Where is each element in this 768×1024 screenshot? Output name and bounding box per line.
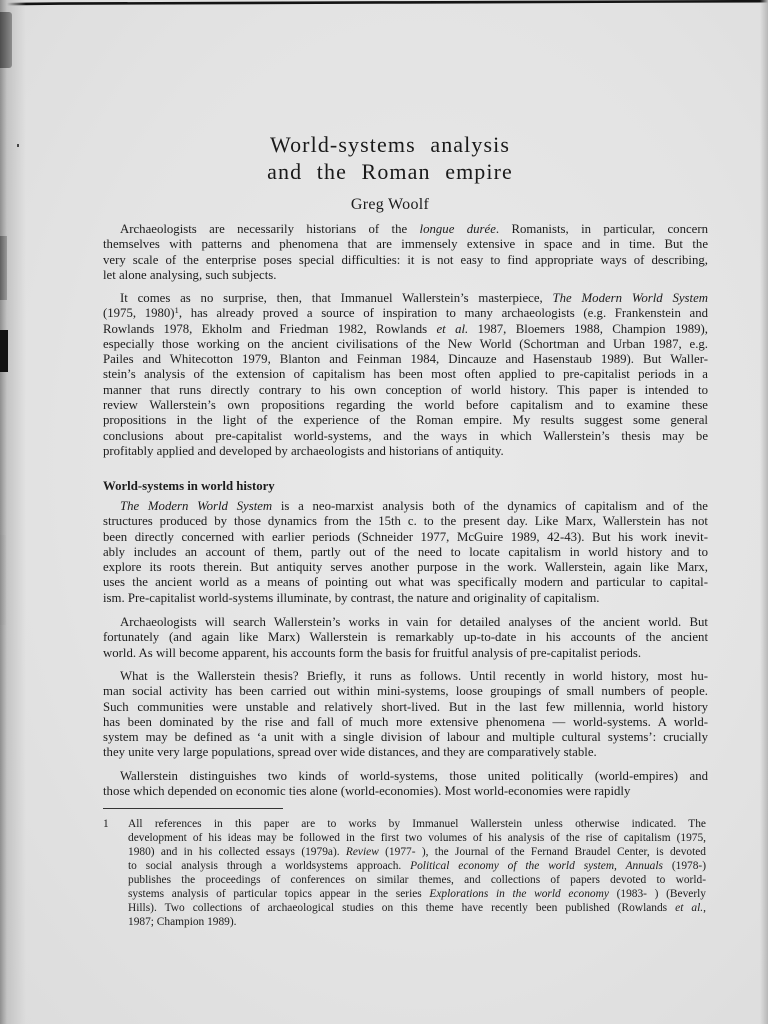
text-line: Such communities were unstable and relatively short-lived. But in the last few millennia, world history bbox=[103, 699, 708, 714]
text-line: Wallerstein distinguishes two kinds of world-systems, those united politically (world-empires) and bbox=[120, 769, 708, 783]
text-line: The Modern World System is a neo-marxist analysis both of the dynamics of capitalism and of the bbox=[120, 499, 708, 513]
paragraph bbox=[103, 615, 708, 661]
text-line: to social analysis through a worldsystems approach. Political economy of the world system, Annuals (1978-) bbox=[128, 860, 706, 872]
text-line: Pailes and Whitecotton 1979, Blanton and Feinman 1984, Dincauze and Hasenstaub 1989). But Waller- bbox=[103, 352, 708, 367]
text-line: been directly concerned with earlier periods (Schneider 1977, McGuire 1989, 42-43). But his work inevit- bbox=[103, 529, 708, 544]
text-line: Archaeologists will search Wallerstein’s works in vain for detailed analyses of the ancient world. But bbox=[120, 615, 708, 629]
text-line: world. As will become apparent, his accounts form the basis for fruitful analysis of pre-capitalist periods. bbox=[103, 645, 642, 660]
text-line: Archaeologists are necessarily historians of the longue durée. Romanists, in particular, concern bbox=[120, 222, 708, 236]
text-line: Rowlands 1978, Ekholm and Friedman 1982, Rowlands et al. 1987, Bloemers 1988, Champion 1989), bbox=[103, 321, 709, 336]
text-line: review Wallerstein’s own propositions regarding the world before capitalism and to examine these bbox=[103, 398, 708, 413]
paragraph bbox=[103, 669, 708, 761]
text-line: structures produced by those dynamics from the 15th c. to the present day. Like Marx, Wallerstein has not bbox=[103, 514, 708, 529]
text-line: ism. Pre-capitalist world-systems illuminate, by contrast, the nature and originality of capitalism. bbox=[103, 590, 600, 605]
section-heading: World-systems in world history bbox=[103, 479, 275, 493]
italic-text: et al. bbox=[436, 321, 469, 336]
paragraph bbox=[103, 499, 708, 606]
text-line: (1975, 1980)$^1$, has already proved a source of inspiration to many archaeologists (e.g. Frankenstein and bbox=[103, 305, 708, 321]
italic-text: The Modern World System bbox=[552, 291, 708, 305]
text-line: publishes the proceedings of conferences on similar themes, and collections of papers devoted to world- bbox=[128, 874, 706, 886]
text-line: manner that runs directly contrary to his own conception of world history. This paper is intended to bbox=[103, 382, 708, 397]
right-edge-shadow bbox=[760, 0, 768, 1024]
text-line: stein’s analysis of the extension of capitalism has been most often applied to pre-capitalist periods in a bbox=[103, 367, 708, 382]
text-line: let alone analysing, such subjects. bbox=[103, 267, 277, 282]
paragraph bbox=[103, 222, 708, 283]
text-line: 1980) and in his collected essays (1979a). Review (1977- ), the Journal of the Fernand Braudel Center, is devoted bbox=[128, 846, 707, 858]
italic-text: The Modern World System bbox=[120, 499, 273, 513]
text-line: development of his ideas may be followed in the first two volumes of his analysis of the rise of capitalism (1975, bbox=[128, 832, 706, 844]
author-name: Greg Woolf bbox=[350, 196, 430, 213]
text-line: they unite very large populations, spread over wide distances, and they are comparatively stable. bbox=[103, 745, 597, 760]
text-line: propositions in the light of the experience of the Roman empire. My results suggest some general bbox=[103, 413, 708, 428]
text-line: themselves with patterns and phenomena that are immensely extensive in space and in time. But the bbox=[103, 237, 708, 252]
text-line: What is the Wallerstein thesis? Briefly, it runs as follows. Until recently in world history, most hu- bbox=[120, 669, 708, 683]
italic-text: longue durée bbox=[419, 222, 496, 236]
italic-text: Political economy of the world system, Annuals bbox=[410, 860, 663, 872]
text-line: especially those working on the ancient civilisations of the New World (Schortman and Urban 1987, e.g. bbox=[103, 336, 708, 351]
italic-text: et al. bbox=[675, 902, 704, 914]
scan-mark bbox=[0, 12, 12, 68]
text-line: those which depended on economic ties alone (world-economies). Most world-economies were rapidly bbox=[103, 784, 631, 799]
title-line: World-systems analysis bbox=[269, 132, 511, 157]
footnote-marker: 1 bbox=[103, 818, 109, 830]
italic-text: Review bbox=[345, 846, 379, 858]
text-line: All references in this paper are to works by Immanuel Wallerstein unless otherwise indicated. The bbox=[128, 818, 706, 830]
paragraph bbox=[103, 769, 708, 800]
scan-speck bbox=[17, 144, 19, 147]
text-line: uses the ancient world as a means of pointing out what was specifically modern and particular to capital- bbox=[103, 575, 708, 590]
footnote-reference: 1 bbox=[174, 305, 179, 316]
italic-text: Explorations in the world economy bbox=[429, 888, 609, 900]
text-line: explore its roots therein. But antiquity serves another purpose in the work. Wallerstein, again like Marx, bbox=[103, 560, 708, 575]
text-line: profitably applied and developed by archaeologists and historians of antiquity. bbox=[103, 443, 504, 458]
footnote-rule bbox=[103, 808, 283, 809]
title-line: and the Roman empire bbox=[267, 159, 513, 184]
binding-shadow bbox=[0, 0, 26, 1024]
text-line: has been dominated by the rise and fall of much more extensive phenomena — world-systems. A world- bbox=[103, 714, 708, 729]
text-line: conclusions about pre-capitalist world-systems, and the ways in which Wallerstein’s thesis may be bbox=[103, 428, 708, 443]
text-line: Hills). Two collections of archaeological studies on this theme have recently been published (Rowlands et al., bbox=[128, 902, 706, 914]
scan-mark bbox=[0, 330, 8, 372]
scan-mark bbox=[0, 236, 7, 300]
paragraph bbox=[103, 291, 708, 459]
text-line: fortunately (and again like Marx) Wallerstein is remarkably up-to-date in his accounts of the ancient bbox=[103, 630, 708, 645]
footnote-text bbox=[128, 817, 706, 929]
text-line: system may be defined as ‘a unit with a single division of labour and multiple cultural systems’: crucially bbox=[103, 730, 708, 745]
text-line: It comes as no surprise, then, that Immanuel Wallerstein’s masterpiece, The Modern World System bbox=[120, 291, 708, 305]
text-line: man social activity has been carried out within mini-systems, loose groupings of small numbers of people. bbox=[103, 684, 708, 699]
scan-top-edge-line bbox=[0, 0, 768, 8]
text-line: ably includes an account of them, partly out of the need to locate capitalism in world history and to bbox=[103, 544, 708, 559]
text-line: systems analysis of particular topics appear in the series Explorations in the world economy (1983- ) (Beverly bbox=[128, 888, 706, 900]
text-line: 1987; Champion 1989). bbox=[128, 916, 237, 928]
scan-mark bbox=[0, 535, 6, 625]
article-title bbox=[90, 131, 690, 185]
text-line: very scale of the enterprise poses special difficulties: it is not easy to find appropriate ways of describing, bbox=[103, 252, 708, 267]
